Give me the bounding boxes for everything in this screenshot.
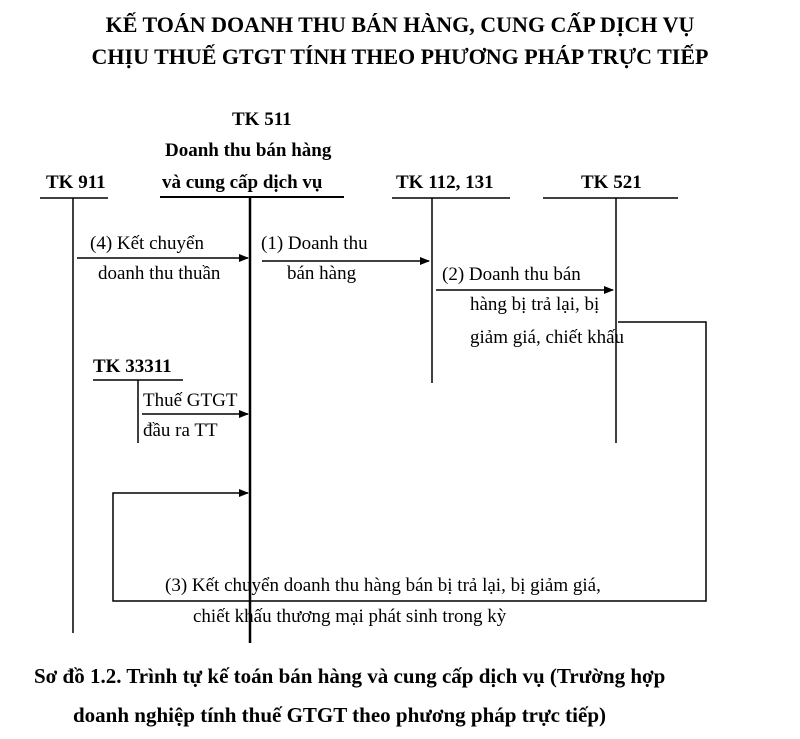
vat-label-line2: đầu ra TT bbox=[143, 420, 218, 441]
diagram-title-line2: CHỊU THUẾ GTGT TÍNH THEO PHƯƠNG PHÁP TRỰC TIẾP bbox=[91, 44, 709, 69]
flow3-arrow bbox=[113, 322, 706, 601]
tk511-code: TK 511 bbox=[232, 109, 292, 130]
tk911-label: TK 911 bbox=[46, 172, 106, 193]
caption-line1: Sơ đồ 1.2. Trình tự kế toán bán hàng và cung cấp dịch vụ (Trường hợp bbox=[34, 664, 666, 688]
flow1-label-line1: (1) Doanh thu bbox=[261, 233, 368, 254]
caption-line2: doanh nghiệp tính thuế GTGT theo phương pháp trực tiếp) bbox=[73, 703, 606, 727]
flow3-label-line2: chiết khấu thương mại phát sinh trong kỳ bbox=[193, 606, 507, 627]
flow2-label-line3: giảm giá, chiết khấu bbox=[470, 327, 625, 348]
diagram-title-line1: KẾ TOÁN DOANH THU BÁN HÀNG, CUNG CẤP DỊCH VỤ bbox=[105, 12, 695, 37]
flow3-label-line1: (3) Kết chuyển doanh thu hàng bán bị trả lại, bị giảm giá, bbox=[165, 575, 601, 596]
flow1-label-line2: bán hàng bbox=[287, 263, 357, 284]
tk33311-label: TK 33311 bbox=[93, 356, 172, 377]
flow2-label-line2: hàng bị trả lại, bị bbox=[470, 294, 600, 315]
flow2-label-line1: (2) Doanh thu bán bbox=[442, 264, 581, 285]
flow4-label-line2: doanh thu thuần bbox=[98, 263, 221, 284]
vat-label-line1: Thuế GTGT bbox=[143, 390, 238, 411]
tk511-name-line2: và cung cấp dịch vụ bbox=[162, 172, 323, 193]
tk521-label: TK 521 bbox=[581, 172, 642, 193]
tk511-name-line1: Doanh thu bán hàng bbox=[165, 140, 332, 161]
flow4-label-line1: (4) Kết chuyển bbox=[90, 233, 204, 254]
tk112-131-label: TK 112, 131 bbox=[396, 172, 494, 193]
